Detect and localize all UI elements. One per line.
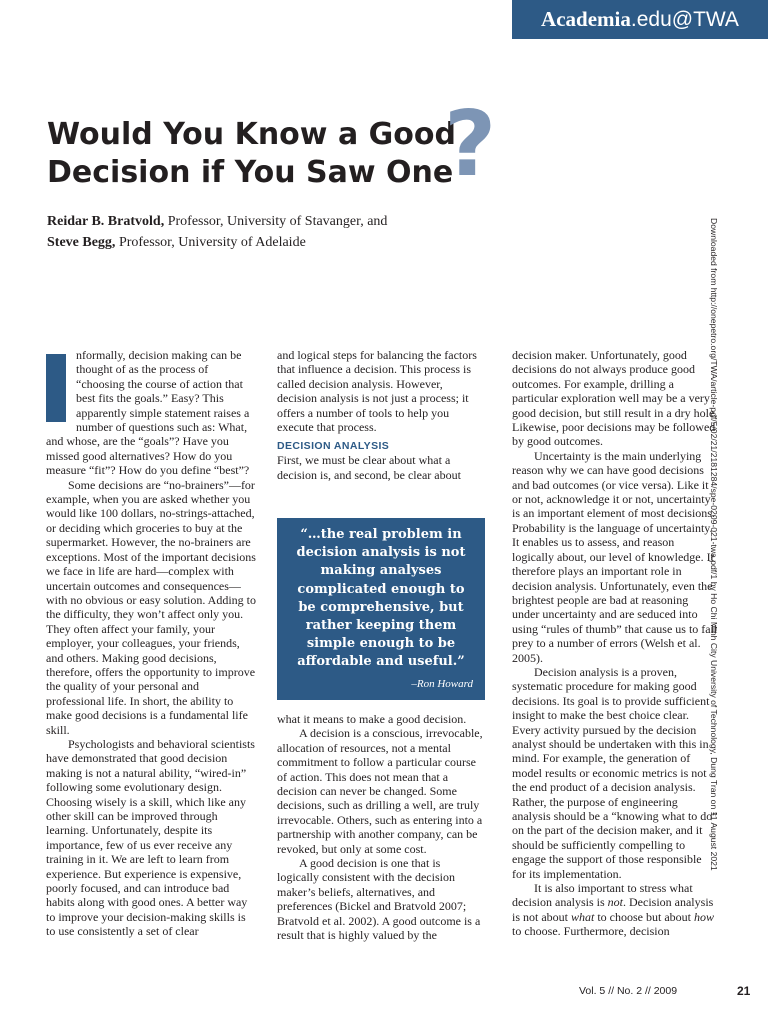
paragraph: nformally, decision making can be thought of as the process of “choosing the course of action that best fits the goals.” Easy? This apparently simple statement raises a number of questions such as: What, and whose, are the “goals”? Have you missed good alternatives? How do you measure “fit”? How do you define “best”? [46, 348, 250, 478]
text-run: to choose but about [594, 909, 694, 924]
body-column-2 [277, 348, 483, 482]
paragraph: Some decisions are “no-brainers”—for example, when you are asked whether you would like 100 dollars, no-strings-attached, or deciding which groceries to buy at the supermarket. However, the no-brainers are exceptions. Most of the important decisions we face in life are hard—complex with uncertain outcomes and consequences—with no obvious or easy solution. Adding to the difficulty, they won’t affect only you. They often affect your family, your employer, your colleagues, your friends, and others. Making good decisions, therefore, offers the opportunity to improve the quality of your personal and professional life. In short, the ability to make good decisions is a fundamental life skill. [46, 477, 256, 737]
text-run: . Decision analysis is not about [512, 895, 714, 924]
paragraph: A good decision is one that is logically consistent with the decision maker’s beliefs, alternatives, and preferences (Bickel and Bratvold 2007; Bratvold et al. 2002). A good outcome is a result that is highly valued by the [277, 856, 481, 943]
emphasis: not [607, 895, 623, 910]
section-heading: DECISION ANALYSIS [277, 440, 390, 453]
body-column-2-continued [277, 712, 483, 943]
title-line-1: Would You Know a Good [47, 117, 456, 152]
author-line [47, 232, 507, 253]
paragraph: what it means to make a good decision. [277, 712, 467, 726]
pull-quote-attribution: –Ron Howard [411, 677, 473, 690]
paragraph: First, we must be clear about what a decision is, and second, be clear about [277, 453, 461, 482]
author-name: Steve Begg, [47, 235, 116, 250]
drop-cap-letter [46, 354, 66, 422]
masthead-suffix: .edu@TWA [630, 8, 739, 31]
emphasis: how [694, 909, 715, 924]
pull-quote [277, 518, 485, 700]
page-number: 21 [737, 984, 751, 998]
paragraph: Uncertainty is the main underlying reason why we can have good decisions and bad outcomes (or vice versa). Like it or not, acknowledge it or not, uncertainty is an important element of most decisions. Probability is the language of uncertainty. It enables us to assess, and reason logically about, our level of knowledge. It therefore plays an important role in decision analysis. Unfortunately, even the brightest people are bad at reasoning under uncertainty and are seduced into using “rules of thumb” that cause us to fall prey to a number of errors (Welsh et al. 2005). [512, 448, 718, 665]
paragraph: Psychologists and behavioral scientists have demonstrated that good decision making is not a natural ability, “wired-in” following some evolutionary design. Choosing wisely is a skill, which like any other skill can be improved through learning. Unfortunately, despite its importance, few of us ever receive any training in it. We are left to learn from experience. But experience is expensive, poorly focused, and can introduce bad habits along with good ones. A better way to improve your decision-making skills is to use consistently a set of clear [46, 736, 255, 939]
question-mark-graphic: ? [444, 92, 497, 197]
issue-info: Vol. 5 // No. 2 // 2009 [579, 985, 678, 997]
body-column-3 [512, 348, 718, 939]
paragraph: and logical steps for balancing the factors that influence a decision. This process is called decision analysis. However, decision analysis is not just a process; it offers a number of tools to help you execute that process. [277, 348, 477, 435]
article-title [47, 116, 467, 192]
paragraph: A decision is a conscious, irrevocable, allocation of resources, not a mental commitment to follow a particular course of action. This does not mean that a decision can never be changed. Some decisions, such as drilling a well, are truly irrevocable. Others, such as entering into a partnership with another company, can be revoked, but only at some cost. [277, 726, 483, 856]
text-run: It is also important to stress what decision analysis is [512, 881, 693, 910]
body-column-1 [46, 348, 256, 939]
author-affiliation: Professor, University of Stavanger, and [164, 214, 388, 229]
title-line-2: Decision if You Saw One [47, 155, 454, 190]
download-notice: Downloaded from http://onepetro.org/TWA/article-pdf/5/02/21/2181284/spe-0209-021-twa.pdf/1 by Ho Chi Minh City University of Technology, Dung Tran on 11 August 2021 [709, 218, 719, 871]
text-run: to choose. Furthermore, decision [512, 924, 670, 939]
masthead-banner [512, 0, 768, 39]
author-line [47, 211, 507, 232]
pull-quote-text: “…the real problem in decision analysis is not making analyses complicated enough to be comprehensive, but rather keeping them simple enough to be affordable and useful.” [296, 527, 466, 670]
paragraph [512, 881, 718, 939]
paragraph: Decision analysis is a proven, systematic procedure for making good decisions. Its goal is to provide sufficient insight to make the best choice clear. Every activity pursued by the decision analyst should be undertaken with this in mind. For example, the generation of model results or economic metrics is not the end product of a decision analysis. Rather, the purpose of engineering analysis should be a “knowing what to do” on the part of the decision maker, and it should be sufficiently compelling to engage the support of those responsible for its implementation. [512, 664, 718, 881]
masthead-brand: Academia [541, 7, 631, 31]
author-affiliation: Professor, University of Adelaide [115, 235, 306, 250]
paragraph: decision maker. Unfortunately, good decisions do not always produce good outcomes. For example, drilling a particular exploration well may be a very good decision, but still result in a dry hole. Likewise, poor decisions may be followed by good outcomes. [512, 348, 718, 449]
author-name: Reidar B. Bratvold, [47, 214, 165, 229]
emphasis: what [571, 909, 595, 924]
author-list [47, 211, 507, 253]
